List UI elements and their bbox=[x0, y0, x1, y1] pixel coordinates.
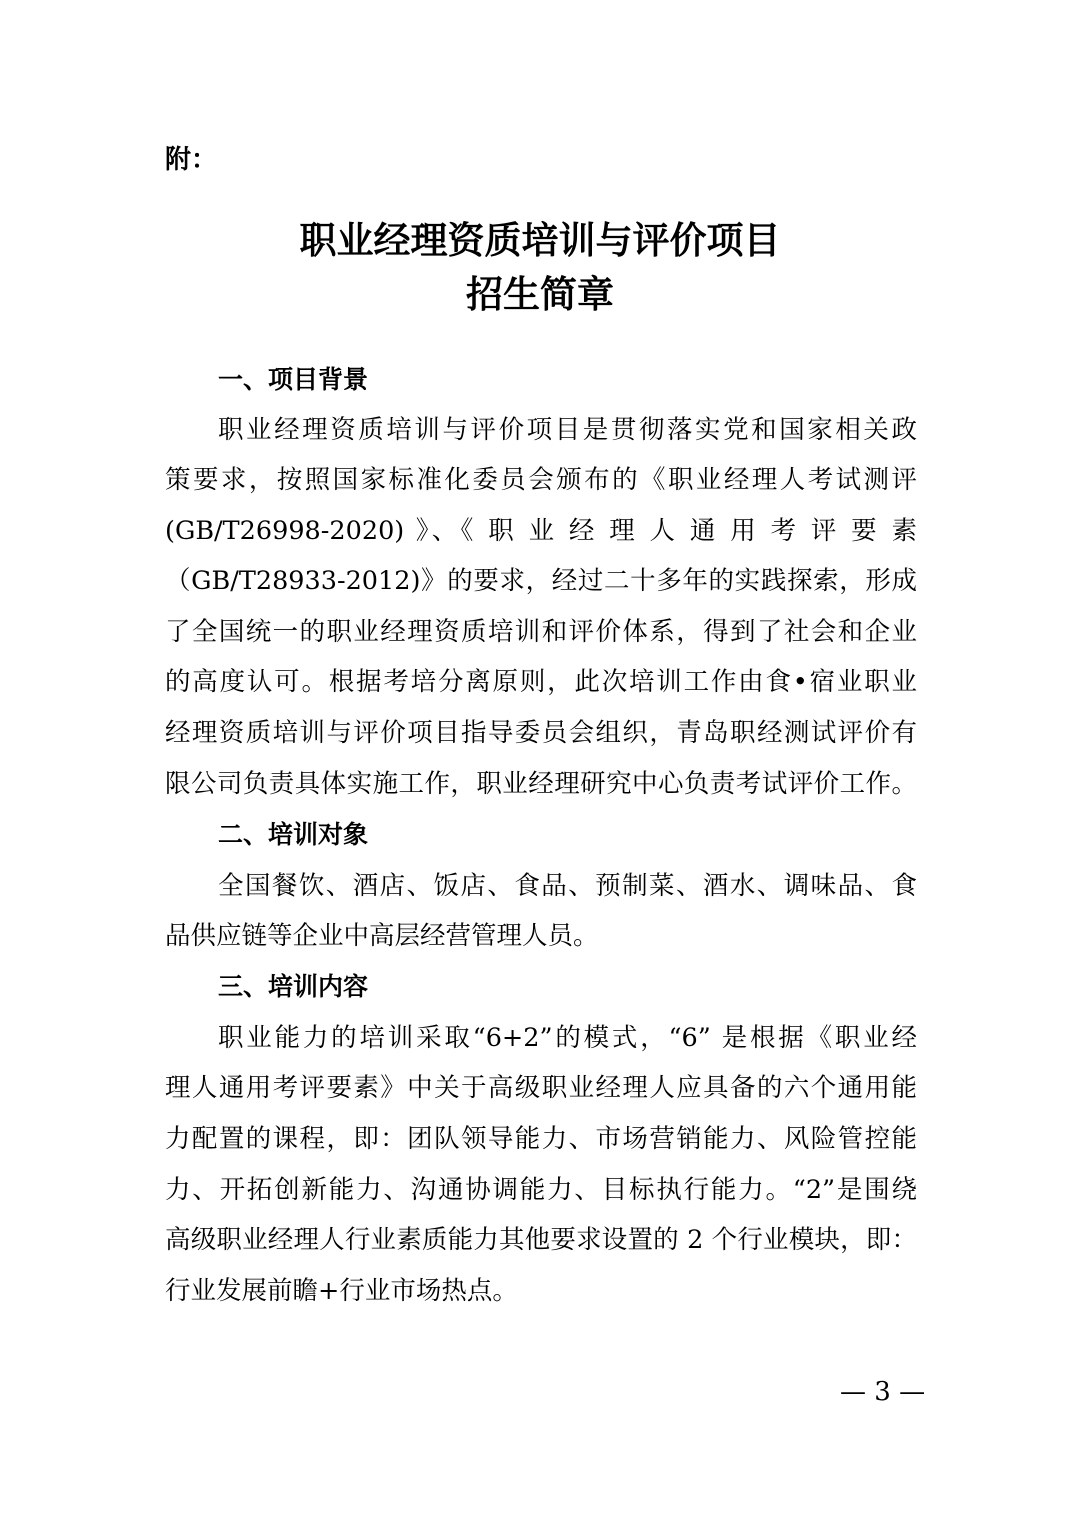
paragraph-line: 策要求，按照国家标准化委员会颁布的《职业经理人考试测评 bbox=[165, 465, 917, 495]
page-number: — 3 — bbox=[840, 1377, 926, 1407]
paragraph-line: （GB/T28933-2012)》的要求，经过二十多年的实践探索，形成 bbox=[165, 566, 917, 596]
paragraph-line: 限公司负责具体实施工作，职业经理研究中心负责考试评价工作。 bbox=[165, 769, 917, 799]
paragraph-line: 行业发展前瞻+行业市场热点。 bbox=[165, 1276, 518, 1306]
appendix-label: 附： bbox=[165, 145, 218, 175]
paragraph-line: 力、开拓创新能力、沟通协调能力、目标执行能力。“2”是围绕 bbox=[165, 1175, 917, 1205]
section-heading-background: 一、项目背景 bbox=[218, 365, 369, 394]
paragraph-line: 全国餐饮、酒店、饭店、食品、预制菜、酒水、调味品、食 bbox=[218, 871, 917, 901]
paragraph-line: 理人通用考评要素》中关于高级职业经理人应具备的六个通用能 bbox=[165, 1073, 917, 1103]
document-title-line-1: 职业经理资质培训与评价项目 bbox=[299, 218, 781, 262]
paragraph-line: 力配置的课程，即：团队领导能力、市场营销能力、风险管控能 bbox=[165, 1124, 917, 1154]
paragraph-line: 经理资质培训与评价项目指导委员会组织，青岛职经测试评价有 bbox=[165, 718, 917, 748]
paragraph-line: 职业经理资质培训与评价项目是贯彻落实党和国家相关政 bbox=[218, 415, 917, 445]
paragraph-line: 了全国统一的职业经理资质培训和评价体系，得到了社会和企业 bbox=[165, 617, 917, 647]
document-title-line-2: 招生简章 bbox=[466, 272, 614, 316]
section-heading-content: 三、培训内容 bbox=[218, 972, 369, 1001]
paragraph-line: 高级职业经理人行业素质能力其他要求设置的 2 个行业模块，即： bbox=[165, 1225, 917, 1255]
paragraph-line: 品供应链等企业中高层经营管理人员。 bbox=[165, 921, 599, 951]
paragraph-line: (GB/T26998-2020) 》、《 职 业 经 理 人 通 用 考 评 要 素 bbox=[165, 516, 917, 546]
paragraph-line: 职业能力的培训采取“6+2”的模式，“6” 是根据《职业经 bbox=[218, 1023, 917, 1053]
section-heading-audience: 二、培训对象 bbox=[218, 820, 369, 849]
paragraph-line: 的高度认可。根据考培分离原则，此次培训工作由食•宿业职业 bbox=[165, 667, 917, 697]
